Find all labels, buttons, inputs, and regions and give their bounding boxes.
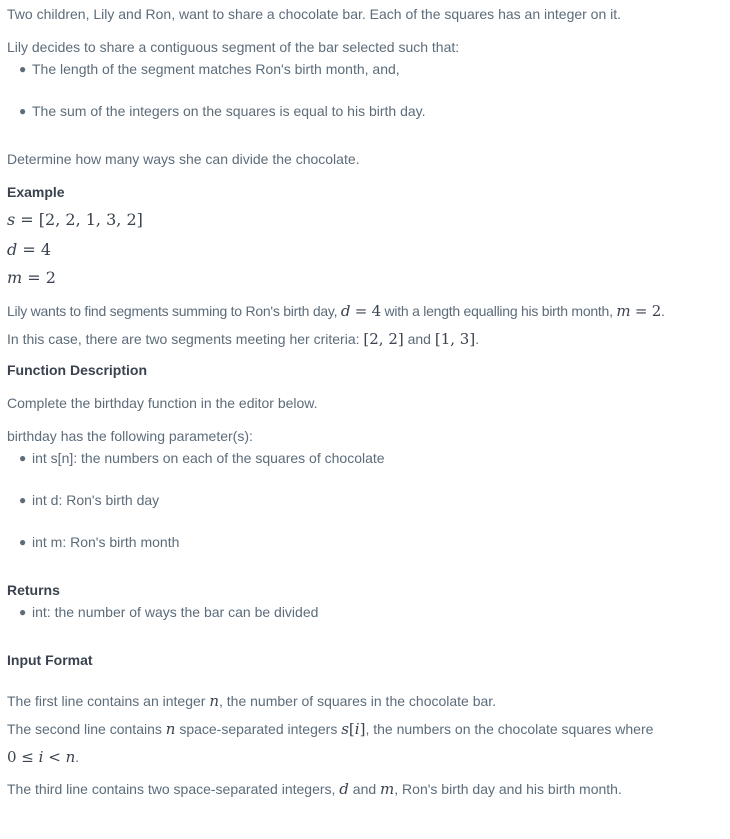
example-d-equation: d = 4 — [7, 240, 52, 259]
input-format-line-2 — [7, 715, 723, 771]
function-description-paragraph-1: Complete the birthday function in the editor below. — [7, 395, 318, 411]
inline-math-n: n — [165, 720, 176, 738]
inline-math-m: m — [380, 780, 395, 798]
input-format-line-2a — [7, 715, 723, 743]
bullet-icon: ● — [19, 62, 27, 76]
inline-math-d: d — [339, 780, 349, 798]
input-format-line-1 — [7, 687, 723, 715]
intro-paragraph-3: Determine how many ways she can divide the chocolate. — [7, 151, 360, 167]
text-run: . — [75, 749, 80, 765]
function-description-paragraph-2: birthday has the following parameter(s): — [7, 428, 253, 444]
intro-paragraph-2: Lily decides to share a contiguous segment of the bar selected such that: — [7, 39, 460, 55]
bullet-icon: ● — [19, 451, 27, 465]
returns-item — [19, 601, 723, 623]
bullet-icon: ● — [19, 605, 27, 619]
text-run: , the numbers on the chocolate squares where — [365, 721, 654, 737]
criteria-item — [19, 100, 723, 122]
input-format-line-2b — [7, 743, 723, 771]
example-explanation-line-2 — [7, 325, 723, 353]
criteria-item-text: The sum of the integers on the squares is equal to his birth day. — [32, 103, 426, 119]
text-run: and — [403, 331, 435, 347]
inline-math-range: 0 ≤ i < n — [7, 748, 76, 766]
bullet-icon: ● — [19, 104, 27, 118]
text-run: . — [475, 331, 480, 347]
text-run: Lily wants to find segments summing to Ron's birth day, — [7, 303, 341, 319]
inline-math-n: n — [209, 692, 220, 710]
text-run: . — [661, 303, 665, 319]
input-format-heading: Input Format — [7, 652, 93, 668]
criteria-item-text: The length of the segment matches Ron's birth month, and, — [32, 61, 400, 77]
text-run: The first line contains an integer — [7, 693, 210, 709]
parameters-list — [7, 447, 723, 553]
text-run: The third line contains two space-separated integers, — [7, 781, 340, 797]
parameter-item-text: int s[n]: the numbers on each of the squares of chocolate — [32, 450, 385, 466]
bullet-icon: ● — [19, 493, 27, 507]
example-explanation — [7, 297, 723, 353]
inline-math-segment-2: [1, 3] — [434, 330, 476, 348]
returns-list — [7, 601, 723, 623]
example-explanation-line-1 — [7, 297, 723, 325]
bullet-icon: ● — [19, 535, 27, 549]
criteria-list — [7, 58, 723, 122]
example-m-equation: m = 2 — [7, 268, 56, 287]
parameter-item-text: int m: Ron's birth month — [32, 534, 180, 550]
input-format-line-3 — [7, 775, 723, 803]
inline-math-s-i: s[i] — [341, 720, 366, 738]
returns-heading: Returns — [7, 582, 60, 598]
text-run: and — [348, 781, 381, 797]
example-heading: Example — [7, 184, 65, 200]
parameter-item — [19, 447, 723, 469]
text-run: The second line contains — [7, 721, 166, 737]
text-run: In this case, there are two segments meeting her criteria: — [7, 331, 364, 347]
returns-item-text: int: the number of ways the bar can be divided — [32, 604, 319, 620]
inline-math-d: d = 4 — [340, 302, 381, 320]
text-run: space-separated integers — [175, 721, 342, 737]
text-run: with a length equalling his birth month, — [380, 303, 617, 319]
inline-math-m: m = 2 — [616, 302, 661, 320]
parameter-item — [19, 531, 723, 553]
text-run: , Ron's birth day and his birth month. — [394, 781, 622, 797]
inline-math-segment-1: [2, 2] — [363, 330, 404, 348]
criteria-item — [19, 58, 723, 80]
parameter-item — [19, 489, 723, 511]
intro-paragraph-1: Two children, Lily and Ron, want to share a chocolate bar. Each of the squares has an integer on it. — [7, 6, 622, 22]
parameter-item-text: int d: Ron's birth day — [32, 492, 160, 508]
text-run: , the number of squares in the chocolate bar. — [219, 693, 497, 709]
example-s-equation: s = [2, 2, 1, 3, 2] — [7, 210, 143, 229]
function-description-heading: Function Description — [7, 362, 147, 378]
